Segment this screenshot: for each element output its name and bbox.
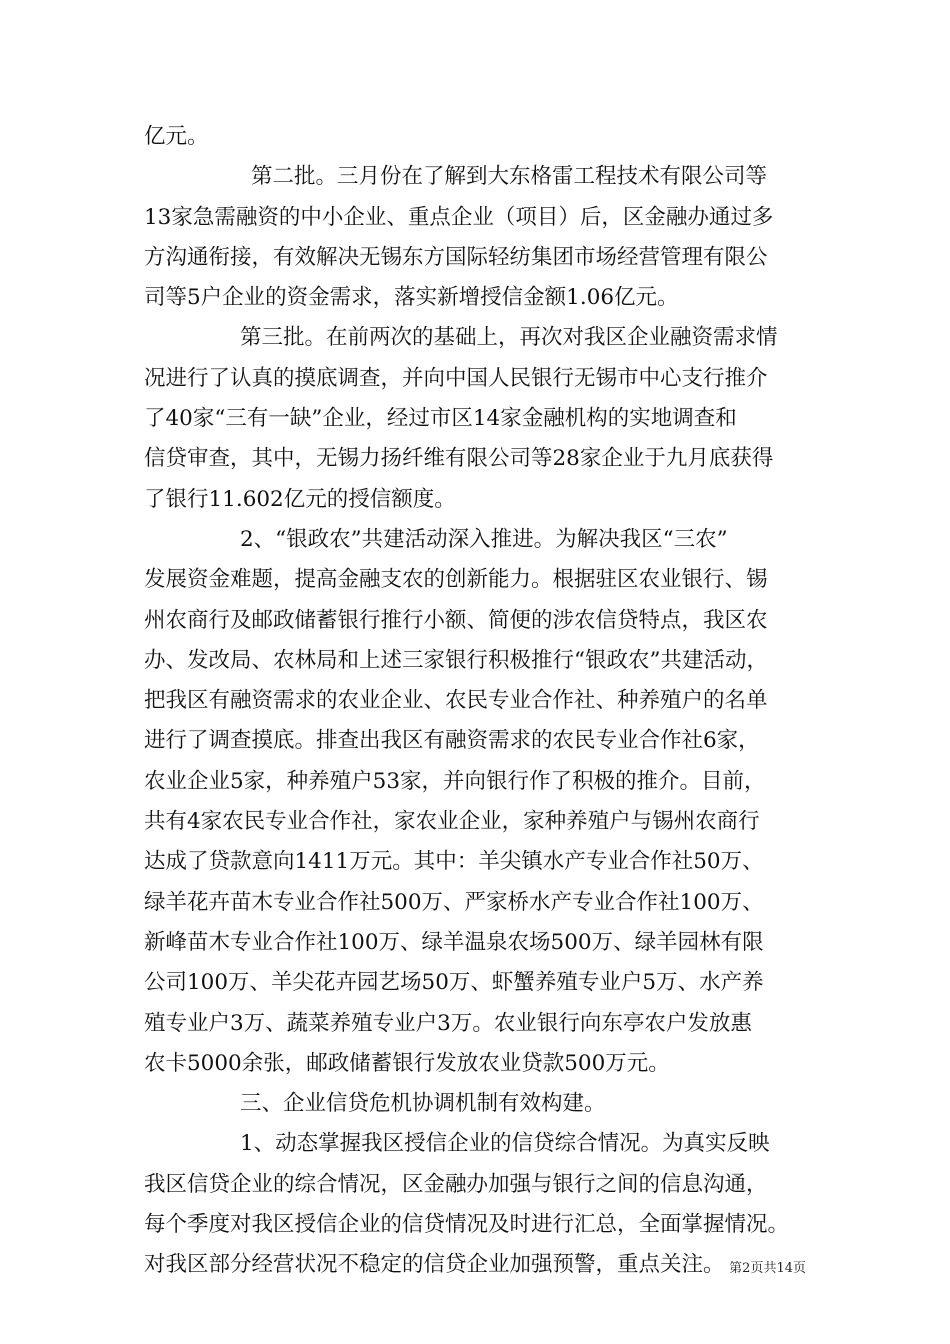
paragraph-line: 共有4家农民专业合作社，家农业企业，家种养殖户与锡州农商行 [144, 809, 760, 835]
paragraph-line: 每个季度对我区授信企业的信贷情况及时进行汇总，全面掌握情况。 [144, 1212, 790, 1238]
paragraph-line: 第三批。在前两次的基础上，再次对我区企业融资需求情 [240, 325, 778, 351]
paragraph-line: 进行了调查摸底。排查出我区有融资需求的农民专业合作社6家， [144, 728, 760, 754]
paragraph-line: 2、“银政农”共建活动深入推进。为解决我区“三农” [240, 526, 728, 552]
paragraph-line: 殖专业户3万、蔬菜养殖专业户3万。农业银行向东亭农户发放惠 [144, 1010, 752, 1036]
document-body [144, 117, 812, 1286]
paragraph-line: 司等5户企业的资金需求，落实新增授信金额1.06亿元。 [144, 285, 679, 311]
paragraph-line: 信贷审查，其中，无锡力扬纤维有限公司等28家企业于九月底获得 [144, 446, 774, 472]
paragraph-line: 绿羊花卉苗木专业合作社500万、严家桥水产专业合作社100万、 [144, 889, 764, 915]
paragraph-line: 况进行了认真的摸底调查，并向中国人民银行无锡市中心支行推介 [144, 365, 768, 391]
paragraph-line: 13家急需融资的中小企业、重点企业（项目）后，区金融办通过多 [144, 204, 774, 230]
paragraph-line: 发展资金难题，提高金融支农的创新能力。根据驻区农业银行、锡 [144, 567, 768, 593]
paragraph-line: 新峰苗木专业合作社100万、绿羊温泉农场500万、绿羊园林有限 [144, 929, 764, 955]
paragraph-line: 1、动态掌握我区授信企业的信贷综合情况。为真实反映 [240, 1131, 770, 1157]
paragraph-line: 公司100万、羊尖花卉园艺场50万、虾蟹养殖专业户5万、水产养 [144, 970, 764, 996]
paragraph-line: 方沟通衔接，有效解决无锡东方国际轻纺集团市场经营管理有限公 [144, 244, 768, 270]
paragraph-line: 亿元。 [144, 124, 209, 149]
paragraph-line: 我区信贷企业的综合情况，区金融办加强与银行之间的信息沟通， [144, 1171, 768, 1197]
paragraph-line: 办、发改局、农林局和上述三家银行积极推行“银政农”共建活动， [144, 647, 768, 673]
paragraph-line: 达成了贷款意向1411万元。其中：羊尖镇水产专业合作社50万、 [144, 849, 764, 875]
page-number: 第2页共14页 [729, 1261, 806, 1276]
paragraph-line: 农业企业5家，种养殖户53家，并向银行作了积极的推介。目前， [144, 768, 766, 794]
paragraph-line: 把我区有融资需求的农业企业、农民专业合作社、种养殖户的名单 [144, 688, 768, 714]
paragraph-line: 了40家“三有一缺”企业，经过市区14家金融机构的实地调查和 [144, 406, 737, 432]
section-heading: 三、企业信贷危机协调机制有效构建。 [240, 1091, 606, 1117]
paragraph-line: 了银行11.602亿元的授信额度。 [144, 486, 456, 512]
paragraph-line: 州农商行及邮政储蓄银行推行小额、简便的涉农信贷特点，我区农 [144, 607, 768, 633]
paragraph-line: 对我区部分经营状况不稳定的信贷企业加强预警，重点关注。 [144, 1252, 725, 1278]
paragraph-line: 第二批。三月份在了解到大东格雷工程技术有限公司等 [251, 164, 768, 190]
paragraph-line: 农卡5000余张，邮政储蓄银行发放农业贷款500万元。 [144, 1050, 670, 1076]
